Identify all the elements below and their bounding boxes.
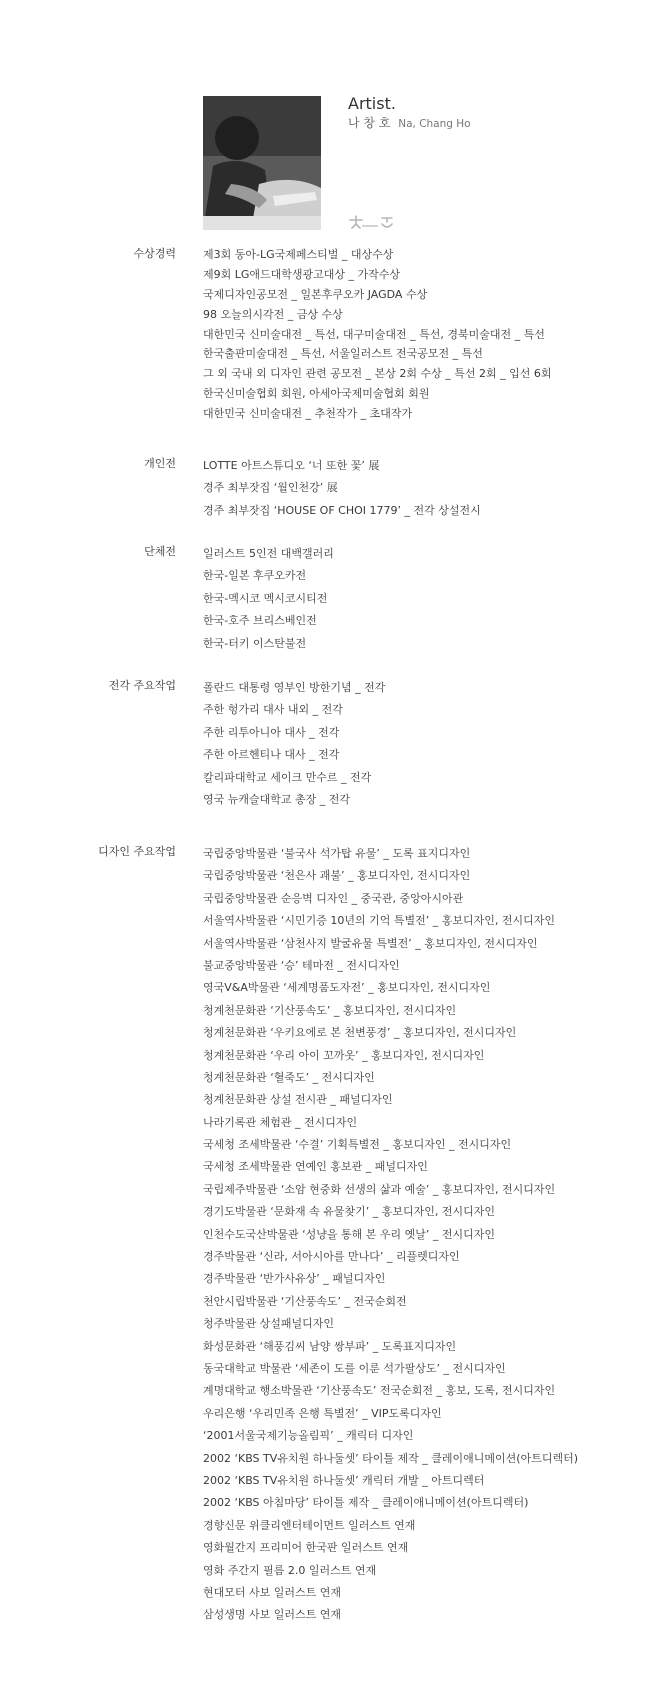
artist-name [348, 114, 471, 131]
list-item: 영국V&A박물관 ‘세계명품도자전’ _ 홍보디자인, 전시디자인 [203, 981, 491, 995]
section-title-group: 단체전 [144, 545, 176, 558]
list-item: 경향신문 위클리엔터테이먼트 일러스트 연재 [203, 1518, 416, 1532]
list-item: 일러스트 5인전 대백갤러리 [203, 547, 334, 560]
list-item: LOTTE 아트스튜디오 ‘너 또한 꽃’ 展 [203, 459, 380, 472]
list-item: 경주 최부잣집 ‘HOUSE OF CHOI 1779’ _ 전각 상설전시 [203, 503, 481, 517]
list-item: 현대모터 사보 일러스트 연재 [203, 1585, 342, 1599]
section-title-awards: 수상경력 [133, 247, 176, 260]
list-item: 국립중앙박물관 순응벽 디자인 _ 중국관, 중앙아시아관 [203, 891, 464, 905]
list-item: 경기도박물관 ‘문화재 속 유물찾기’ _ 홍보디자인, 전시디자인 [203, 1205, 495, 1219]
list-item: 대한민국 신미술대전 _ 추천작가 _ 초대작가 [203, 407, 413, 421]
list-item: 화성문화관 ‘해풍김씨 남양 쌍부파’ _ 도록표지디자인 [203, 1339, 457, 1353]
list-item: 98 오늘의시각전 _ 금상 수상 [203, 307, 343, 321]
artist-photo [203, 96, 321, 230]
list-item: 2002 ‘KBS TV유치원 하나둘셋’ 타이틀 제작 _ 클레이애니메이션(아트디렉터) [203, 1451, 578, 1465]
list-item: 영국 뉴캐슬대학교 총장 _ 전각 [203, 792, 350, 806]
list-item: 계명대학교 행소박물관 ‘기산풍속도’ 전국순회전 _ 홍보, 도록, 전시디자인 [203, 1384, 556, 1398]
list-item: 삼성생명 사보 일러스트 연재 [203, 1608, 342, 1622]
list-item: 국세청 조세박물관 연예인 홍보관 _ 패널디자인 [203, 1160, 428, 1174]
list-item: 청계천문화관 ‘기산풍속도’ _ 홍보디자인, 전시디자인 [203, 1003, 457, 1017]
list-item: 서울역사박물관 ‘시민기증 10년의 기억 특별전’ _ 홍보디자인, 전시디자인 [203, 914, 555, 928]
list-item: 국세청 조세박물관 ‘수결’ 기획특별전 _ 홍보디자인 _ 전시디자인 [203, 1138, 512, 1152]
list-item: 천안시립박물관 ‘기산풍속도’ _ 전국순회전 [203, 1294, 407, 1308]
signature-icon [348, 214, 396, 232]
list-item: 제9회 LG애드대학생광고대상 _ 가작수상 [203, 267, 401, 281]
list-item: 칼리파대학교 세이크 만수르 _ 전각 [203, 770, 372, 784]
list-item: 한국-호주 브리스베인전 [203, 614, 317, 628]
list-item: 2002 ‘KBS TV유치원 하나둘셋’ 캐릭터 개발 _ 아트디렉터 [203, 1473, 485, 1487]
list-item: 제3회 동아-LG국제페스티벌 _ 대상수상 [203, 248, 394, 261]
list-item: 주한 리투아니아 대사 _ 전각 [203, 725, 340, 739]
list-item: 우리은행 ‘우리민족 은행 특별전’ _ VIP도록디자인 [203, 1406, 442, 1420]
section-title-solo: 개인전 [144, 457, 176, 470]
list-item: 그 외 국내 외 디자인 관련 공모전 _ 본상 2회 수상 _ 특선 2회 _ 입선 6회 [203, 367, 552, 381]
group-exhibitions-list [203, 543, 334, 655]
list-item: 나라기록관 체험관 _ 전시디자인 [203, 1115, 358, 1129]
list-item: 영화 주간지 필름 2.0 일러스트 연재 [203, 1563, 377, 1577]
list-item: 국립제주박물관 ‘소암 현중화 선생의 삶과 예술’ _ 홍보디자인, 전시디자인 [203, 1182, 556, 1196]
list-item: 한국출판미술대전 _ 특선, 서울일러스트 전국공모전 _ 특선 [203, 347, 483, 361]
list-item: 국립중앙박물관 ‘천은사 괘불’ _ 홍보디자인, 전시디자인 [203, 869, 471, 883]
seal-carving-list [203, 677, 385, 811]
list-item: 한국신미술협회 회원, 아세아국제미술협회 회원 [203, 387, 430, 401]
list-item: 동국대학교 박물관 ‘세존이 도를 이룬 석가팔상도’ _ 전시디자인 [203, 1361, 506, 1375]
list-item: 한국-일본 후쿠오카전 [203, 569, 307, 583]
list-item: 폴란드 대통령 영부인 방한기념 _ 전각 [203, 681, 386, 694]
artist-name-english: Na, Chang Ho [398, 118, 471, 130]
list-item: 대한민국 신미술대전 _ 특선, 대구미술대전 _ 특선, 경북미술대전 _ 특선 [203, 327, 545, 341]
list-item: 국제디자인공모전 _ 일본후쿠오카 JAGDA 수상 [203, 287, 428, 301]
design-works-list [203, 843, 578, 1627]
list-item: 경주 최부잣집 ‘월인천강’ 展 [203, 481, 338, 495]
awards-list [203, 245, 551, 424]
list-item: 청계천문화관 ‘우키요에로 본 천변풍경’ _ 홍보디자인, 전시디자인 [203, 1026, 517, 1040]
solo-exhibitions-list [203, 455, 481, 522]
list-item: 국립중앙박물관 ‘불국사 석가탑 유물’ _ 도록 표지디자인 [203, 847, 471, 860]
list-item: 주한 헝가리 대사 내외 _ 전각 [203, 703, 343, 717]
list-item: 영화월간지 프리미어 한국판 일러스트 연재 [203, 1541, 409, 1555]
list-item: 2002 ‘KBS 아침마당’ 타이틀 제작 _ 클레이애니메이션(아트디렉터) [203, 1496, 529, 1510]
list-item: 불교중앙박물관 ‘승’ 테마전 _ 전시디자인 [203, 958, 400, 972]
list-item: 경주박물관 ‘반가사유상’ _ 패널디자인 [203, 1272, 386, 1286]
list-item: 청계천문화관 ‘우리 아이 꼬까옷’ _ 홍보디자인, 전시디자인 [203, 1048, 485, 1062]
list-item: 청계천문화관 상설 전시관 _ 패널디자인 [203, 1093, 393, 1107]
list-item: 경주박물관 ‘신라, 서아시아를 만나다’ _ 리플렛디자인 [203, 1250, 460, 1264]
list-item: 서울역사박물관 ‘삼천사지 발굴유물 특별전’ _ 홍보디자인, 전시디자인 [203, 936, 538, 950]
list-item: 청계천문화관 ‘혈죽도’ _ 전시디자인 [203, 1070, 375, 1084]
list-item: 한국-멕시코 멕시코시티전 [203, 591, 328, 605]
artist-label: Artist. [348, 94, 396, 113]
list-item: ‘2001서울국제기능올림픽’ _ 캐릭터 디자인 [203, 1429, 414, 1443]
list-item: 주한 아르헨티나 대사 _ 전각 [203, 748, 340, 762]
section-title-seal: 전각 주요작업 [108, 679, 176, 692]
artist-name-korean: 나 창 호 [348, 116, 391, 130]
section-title-design: 디자인 주요작업 [98, 845, 176, 858]
list-item: 한국-터키 이스탄불전 [203, 636, 307, 650]
list-item: 청주박물관 상설패널디자인 [203, 1317, 335, 1331]
list-item: 인천수도국산박물관 ‘성냥을 통해 본 우리 옛날’ _ 전시디자인 [203, 1227, 495, 1241]
